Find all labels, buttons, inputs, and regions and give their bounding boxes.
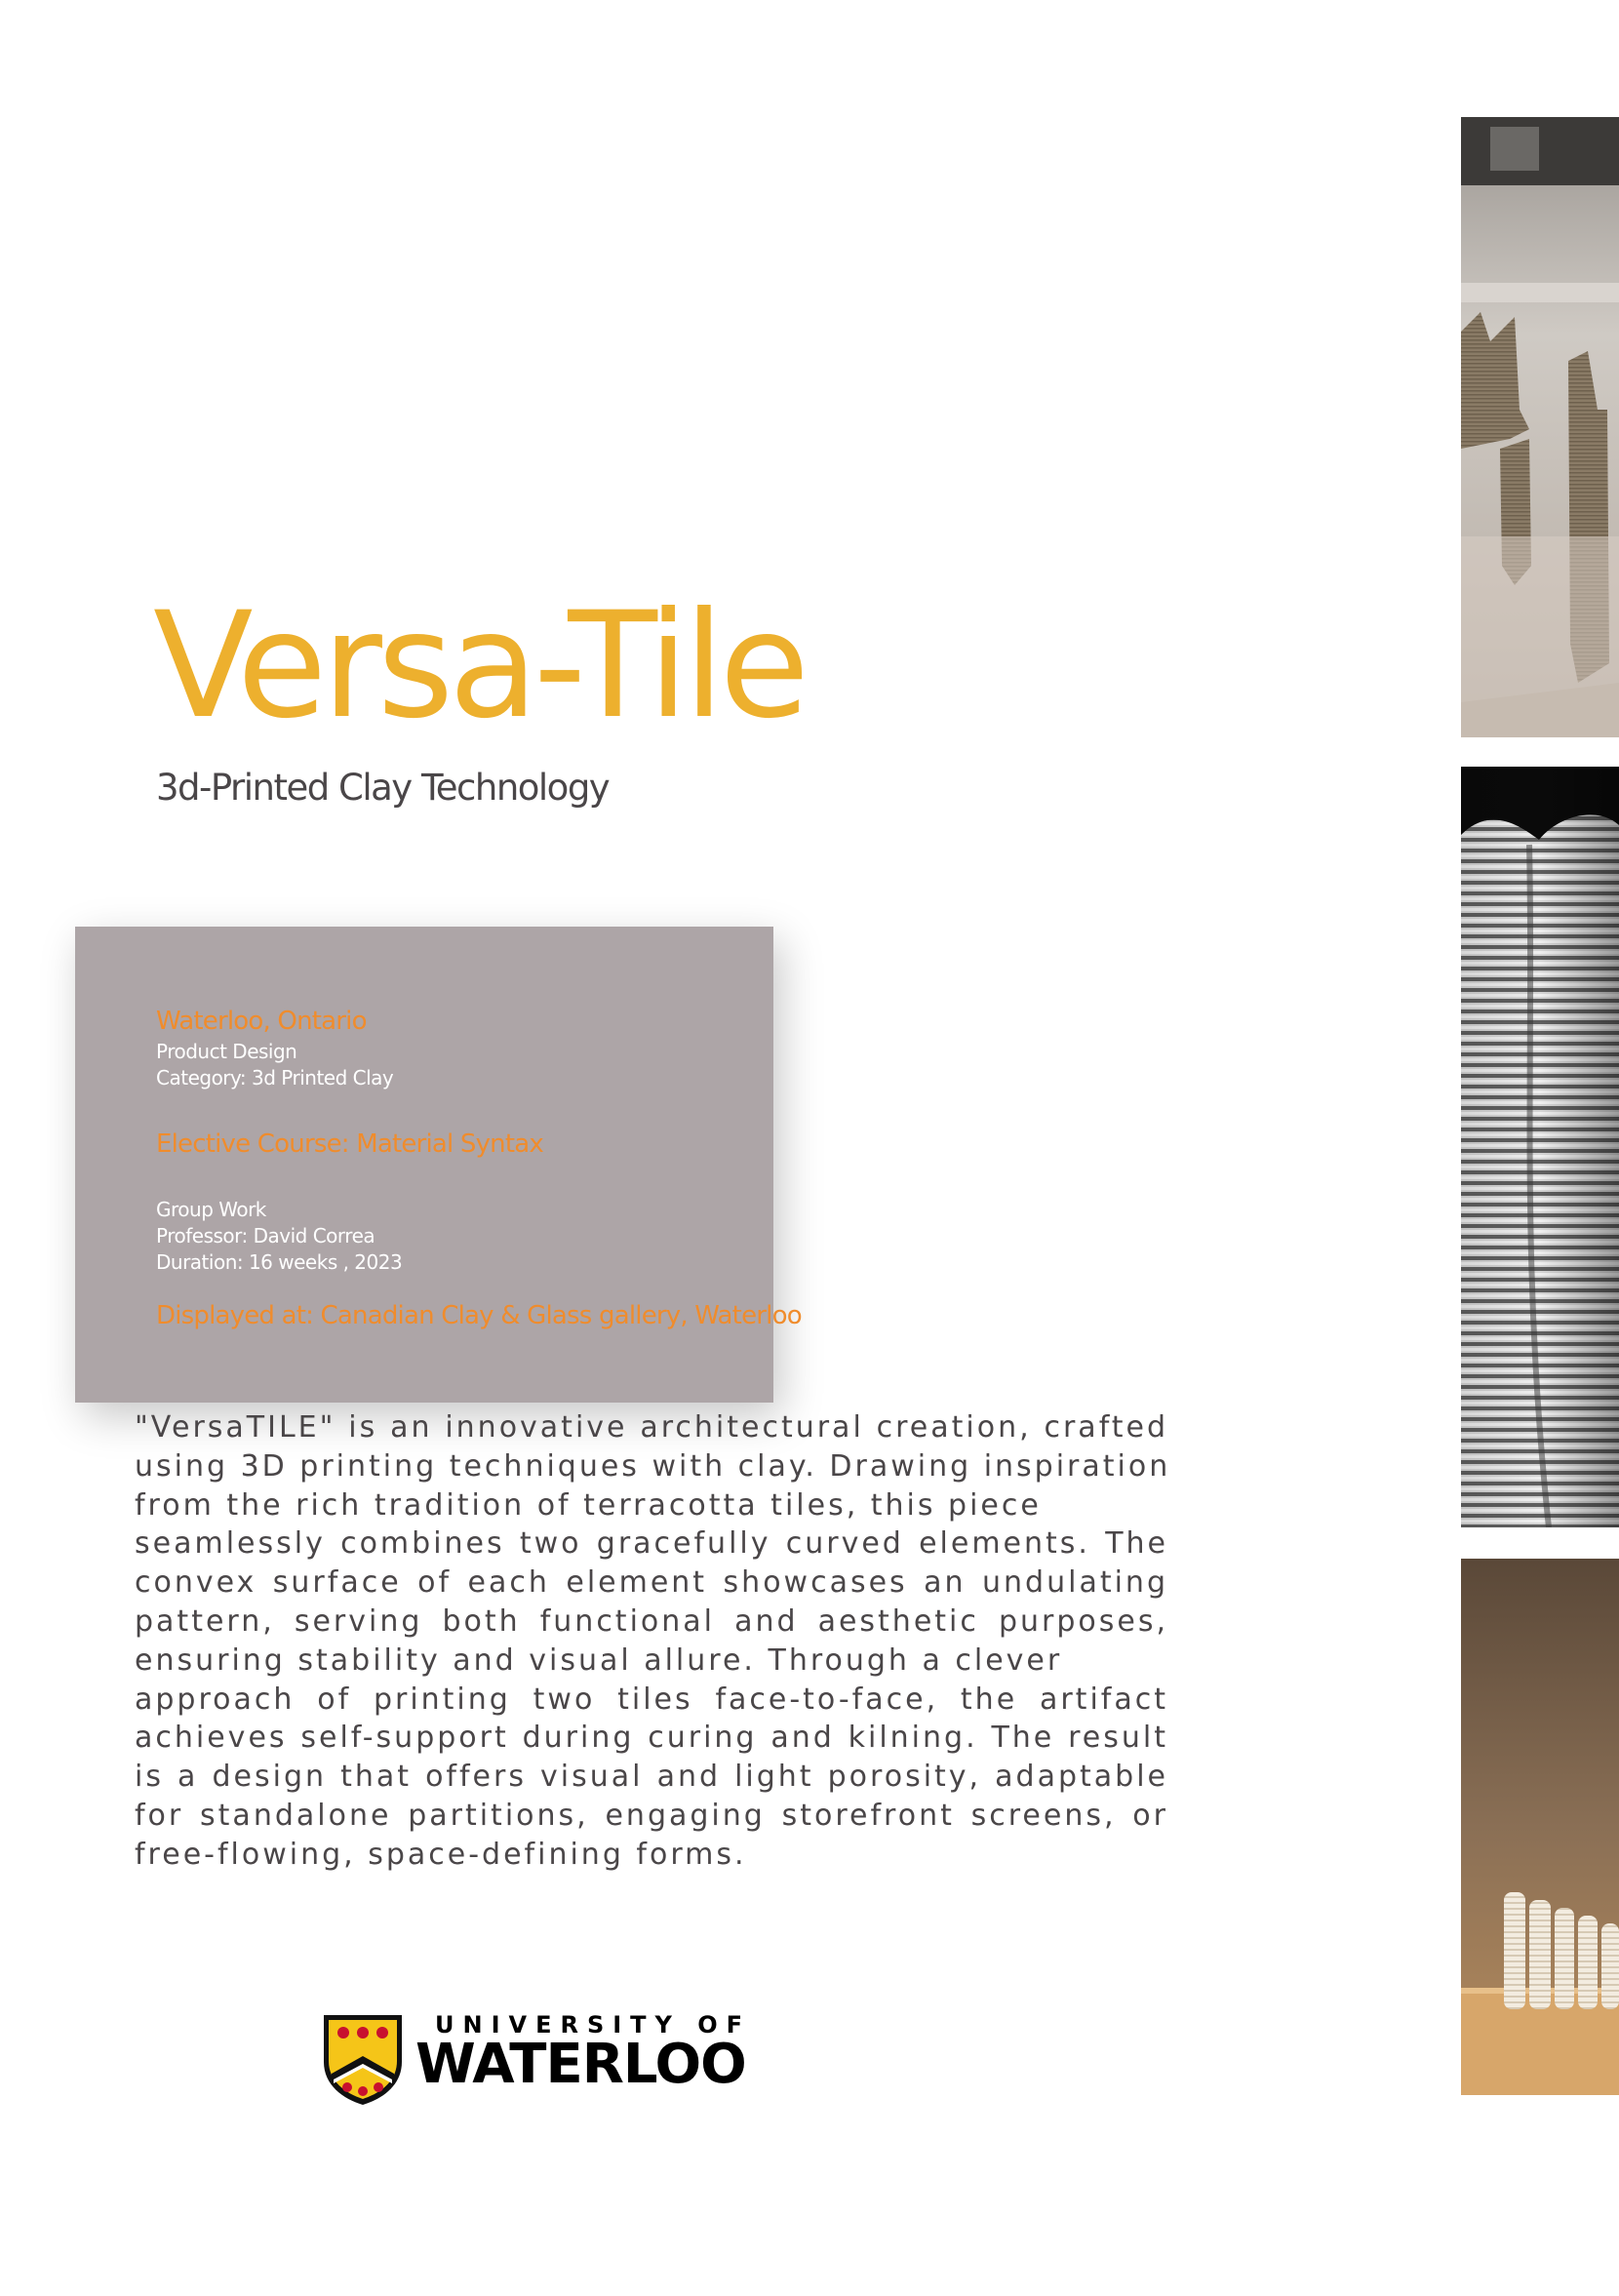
clay-tiles-row-photo (1461, 1559, 1619, 2095)
work-type-text: Group Work (156, 1198, 266, 1221)
description-line: free-flowing, space-defining forms. (135, 1837, 747, 1872)
description-line: seamlessly combines two gracefully curved elements. The (135, 1526, 1168, 1562)
clay-printed-models-photo (1461, 117, 1619, 737)
description-line: approach of printing two tiles face-to-face, the artifact (135, 1682, 1168, 1717)
page-title: Versa-Tile (153, 581, 805, 751)
page-subtitle: 3d-Printed Clay Technology (156, 767, 610, 809)
description-line: is a design that offers visual and light porosity, adaptable (135, 1760, 1168, 1795)
displayed-at-text: Displayed at: Canadian Clay & Glass gallery, Waterloo (156, 1301, 802, 1330)
duration-text: Duration: 16 weeks , 2023 (156, 1250, 403, 1274)
field-text: Product Design (156, 1040, 297, 1063)
course-text: Elective Course: Material Syntax (156, 1129, 543, 1159)
project-description (135, 1408, 1171, 1875)
location-text: Waterloo, Ontario (156, 1007, 367, 1036)
description-line: using 3D printing techniques with clay. Drawing inspiration (135, 1448, 1171, 1484)
description-line: "VersaTILE" is an innovative architectural creation, crafted (135, 1410, 1168, 1445)
description-line: pattern, serving both functional and aesthetic purposes, (135, 1603, 1168, 1639)
description-line: for standalone partitions, engaging storefront screens, or (135, 1798, 1168, 1833)
category-text: Category: 3d Printed Clay (156, 1066, 394, 1089)
description-line: convex surface of each element showcases an undulating (135, 1565, 1168, 1601)
professor-text: Professor: David Correa (156, 1224, 375, 1247)
logo-line2: WATERLOO (415, 2033, 746, 2096)
description-line: from the rich tradition of terracotta tiles, this piece (135, 1487, 1042, 1523)
project-info-card (75, 927, 802, 1403)
description-line: achieves self-support during curing and kilning. The result (135, 1721, 1168, 1756)
description-line: ensuring stability and visual allure. Through a clever (135, 1643, 1063, 1678)
logo-line1: UNIVERSITY OF (435, 2011, 752, 2039)
clay-layered-texture-photo (1461, 767, 1619, 1527)
university-crest-icon (322, 2013, 404, 2107)
